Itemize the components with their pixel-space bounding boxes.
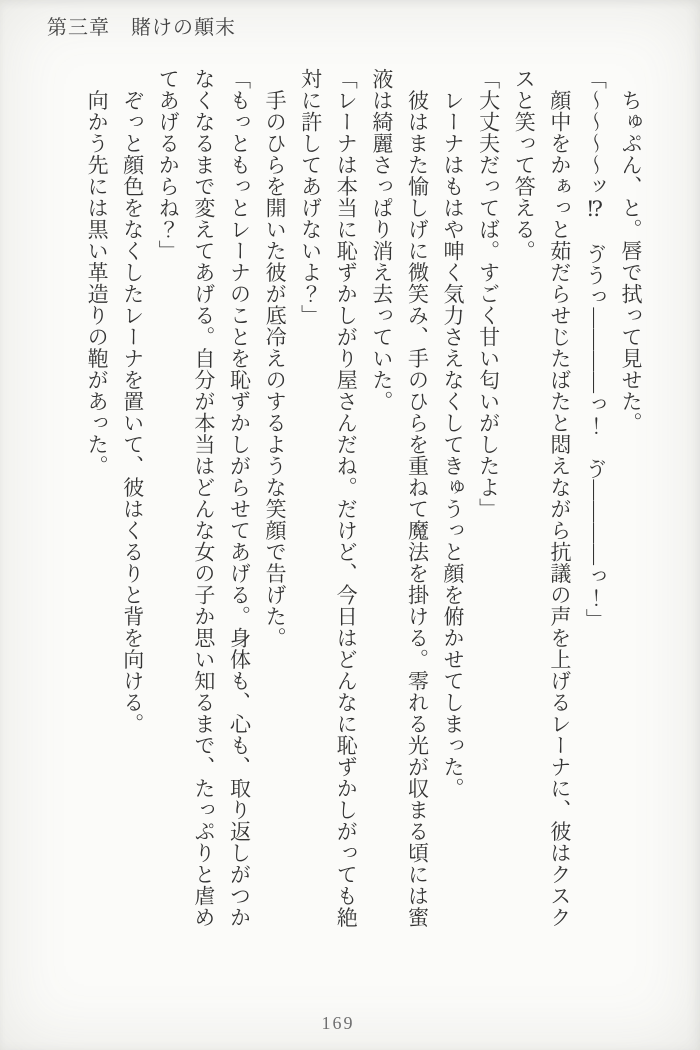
text-column: レーナはもはや呻く気力さえなくしてきゅうっと顔を俯かせてしまった。 — [441, 68, 466, 799]
text-column: 「大丈夫だってば。すごく甘い匂いがしたよ」 — [476, 68, 501, 520]
chapter-header: 第三章 賭けの顛末 — [47, 17, 236, 39]
text-column: スと笑って答える。 — [512, 68, 537, 262]
text-column: ちゅぷん、と。唇で拭って見せた。 — [619, 68, 643, 434]
text-column: 顔中をかぁっと茹だらせじたばたと悶えながら抗議の声を上げるレーナに、彼はクスク — [547, 68, 572, 928]
text-column: ぞっと顔色をなくしたレーナを置いて、彼はくるりと背を向ける。 — [120, 68, 145, 735]
body-text — [79, 68, 649, 968]
text-column: 液は綺麗さっぱり消え去っていた。 — [369, 68, 394, 412]
text-column: 「～～～～ッ⁉ ゔうっ――――っ！ ゔ――――っ！」 — [583, 68, 608, 630]
text-column: 対に許してあげないよ？」 — [298, 68, 323, 326]
text-column: 向かう先には黒い革造りの鞄があった。 — [85, 68, 110, 477]
page-number: 169 — [321, 1013, 355, 1033]
text-column: 彼はまた愉しげに微笑み、手のひらを重ねて魔法を掛ける。零れる光が収まる頃には蜜 — [405, 68, 430, 928]
text-column: 「もっともっとレーナのことを恥ずかしがらせてあげる。身体も、心も、取り返しがつか — [227, 68, 252, 928]
text-column: 「レーナは本当に恥ずかしがり屋さんだね。だけど、今日はどんなに恥ずかしがっても絶 — [334, 68, 359, 928]
text-column: てあげるからね？」 — [156, 68, 181, 262]
text-column: なくなるまで変えてあげる。自分が本当はどんな女の子か思い知るまで、たっぷりと虐め — [191, 68, 216, 928]
text-column: 手のひらを開いた彼が底冷えのするような笑顔で告げた。 — [263, 68, 288, 649]
